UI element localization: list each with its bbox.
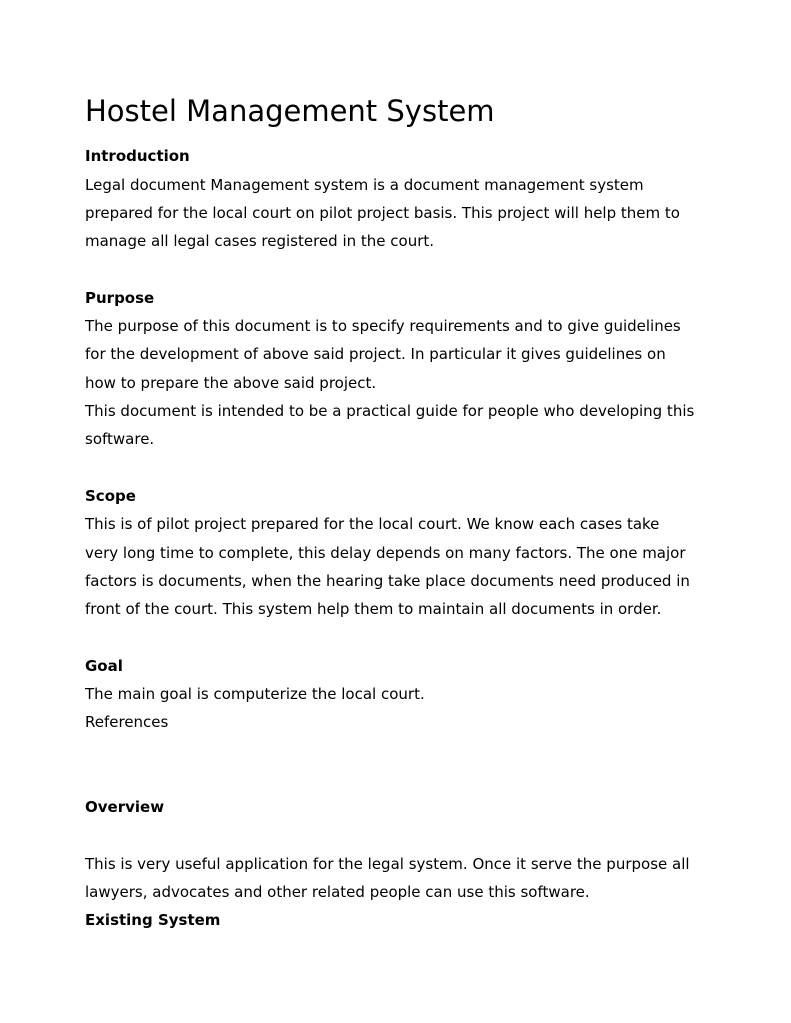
purpose-line-5: software. (85, 430, 155, 448)
purpose-line-3: how to prepare the above said project. (85, 374, 377, 392)
scope-line-4: front of the court. This system help them to maintain all documents in order. (85, 600, 662, 618)
goal-line-1: The main goal is computerize the local court. (85, 685, 425, 703)
goal-line-2: References (85, 713, 169, 731)
section-heading-existing-system: Existing System (85, 911, 221, 929)
section-heading-overview: Overview (85, 798, 165, 816)
section-heading-scope: Scope (85, 487, 136, 505)
purpose-line-4: This document is intended to be a practical guide for people who developing this (85, 402, 695, 420)
section-heading-introduction: Introduction (85, 147, 190, 165)
section-heading-purpose: Purpose (85, 289, 155, 307)
purpose-line-1: The purpose of this document is to specify requirements and to give guidelines (85, 317, 681, 335)
overview-line-2: lawyers, advocates and other related people can use this software. (85, 883, 590, 901)
purpose-line-2: for the development of above said project. In particular it gives guidelines on (85, 345, 666, 363)
introduction-line-1: Legal document Management system is a document management system (85, 176, 644, 194)
scope-line-3: factors is documents, when the hearing take place documents need produced in (85, 572, 690, 590)
overview-line-1: This is very useful application for the legal system. Once it serve the purpose all (85, 855, 690, 873)
introduction-line-3: manage all legal cases registered in the court. (85, 232, 435, 250)
section-heading-goal: Goal (85, 657, 123, 675)
scope-line-1: This is of pilot project prepared for the local court. We know each cases take (85, 515, 660, 533)
scope-line-2: very long time to complete, this delay depends on many factors. The one major (85, 544, 686, 562)
document-title: Hostel Management System (85, 94, 495, 128)
introduction-line-2: prepared for the local court on pilot project basis. This project will help them to (85, 204, 680, 222)
